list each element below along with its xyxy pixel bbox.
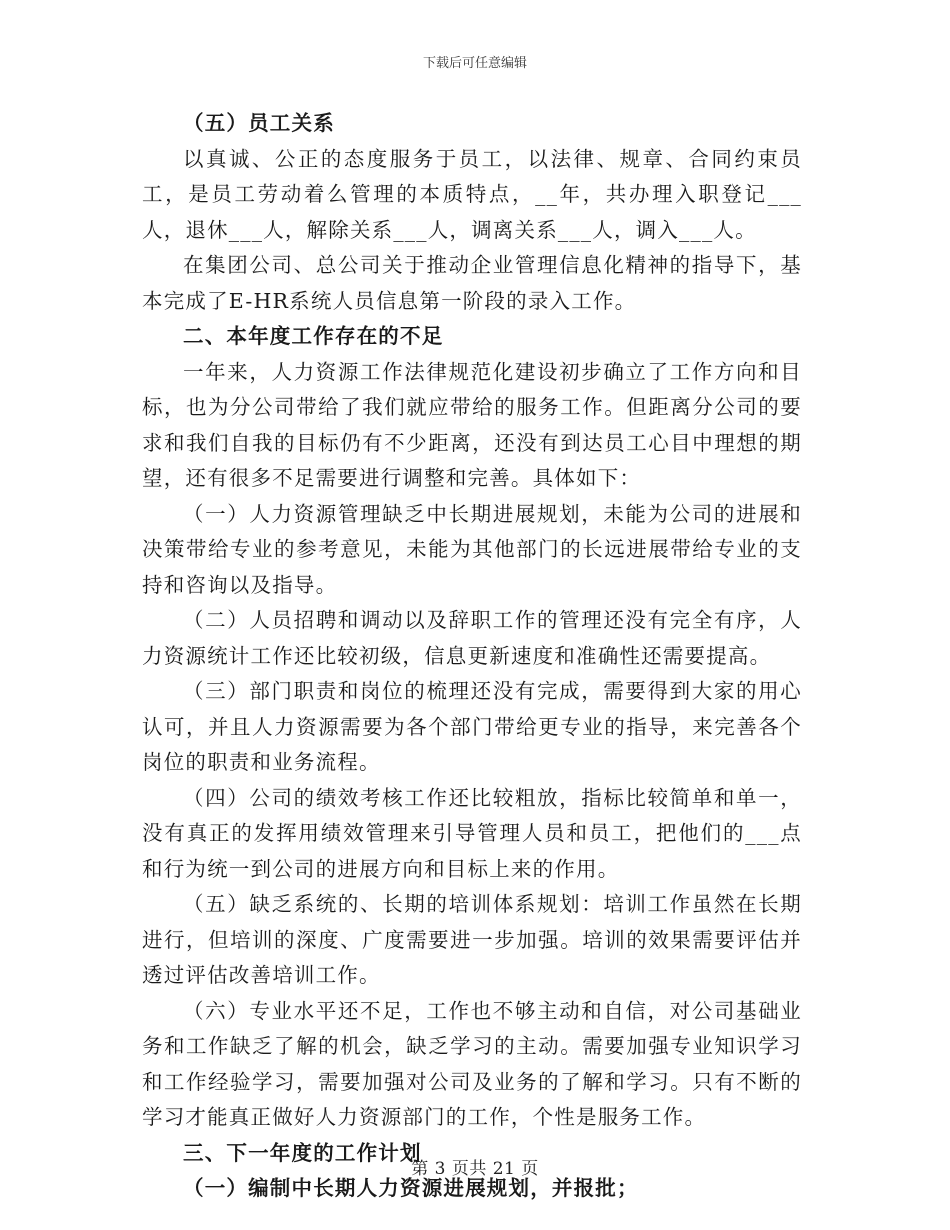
paragraph-shortcoming-5: （五）缺乏系统的、长期的培训体系规划：培训工作虽然在长期进行，但培训的深度、广度需要进一步加强。培训的效果需要评估并透过评估改善培训工作。 — [142, 892, 802, 987]
sub-heading-plan-1: （一）编制中长期人力资源进展规划，并报批； — [183, 1176, 639, 1200]
document-body — [142, 106, 802, 1207]
paragraph-shortcoming-6: （六）专业水平还不足，工作也不够主动和自信，对公司基础业务和工作缺乏了解的机会，缺乏学习的主动。需要加强专业知识学习和工作经验学习，需要加强对公司及业务的了解和学习。只有不断的学习才能真正做好人力资源部门的工作，个性是服务工作。 — [142, 998, 802, 1129]
page-footer: 第 3 页共 21 页 — [411, 1159, 539, 1179]
paragraph-ehr-system: 在集团公司、总公司关于推动企业管理信息化精神的指导下，基本完成了E-HR系统人员信息第一阶段的录入工作。 — [142, 253, 802, 313]
heading-shortcomings: 二、本年度工作存在的不足 — [183, 324, 444, 348]
page-header-note: 下载后可任意编辑 — [422, 56, 527, 71]
paragraph-shortcomings-intro: 一年来，人力资源工作法律规范化建设初步确立了工作方向和目标，也为分公司带给了我们就应带给的服务工作。但距离分公司的要求和我们自我的目标仍有不少距离，还没有到达员工心目中理想的期望，还有很多不足需要进行调整和完善。具体如下： — [142, 359, 802, 490]
paragraph-shortcoming-2: （二）人员招聘和调动以及辞职工作的管理还没有完全有序，人力资源统计工作还比较初级，信息更新速度和准确性还需要提高。 — [142, 608, 802, 668]
paragraph-shortcoming-3: （三）部门职责和岗位的梳理还没有完成，需要得到大家的用心认可，并且人力资源需要为各个部门带给更专业的指导，来完善各个岗位的职责和业务流程。 — [142, 679, 802, 774]
section-title-employee-relations: （五）员工关系 — [183, 111, 335, 135]
paragraph-shortcoming-1: （一）人力资源管理缺乏中长期进展规划，未能为公司的进展和决策带给专业的参考意见，未能为其他部门的长远进展带给专业的支持和咨询以及指导。 — [142, 501, 802, 597]
paragraph-employee-relations: 以真诚、公正的态度服务于员工，以法律、规章、合同约束员工，是员工劳动着么管理的本质特点，__年，共办理入职登记___人，退休___人，解除关系___人，调离关系___人，调入___人。 — [142, 146, 802, 242]
heading-next-year-plan: 三、下一年度的工作计划 — [183, 1140, 422, 1165]
paragraph-shortcoming-4: （四）公司的绩效考核工作还比较粗放，指标比较简单和单一，没有真正的发挥用绩效管理来引导管理人员和员工，把他们的___点和行为统一到公司的进展方向和目标上来的作用。 — [142, 785, 802, 881]
